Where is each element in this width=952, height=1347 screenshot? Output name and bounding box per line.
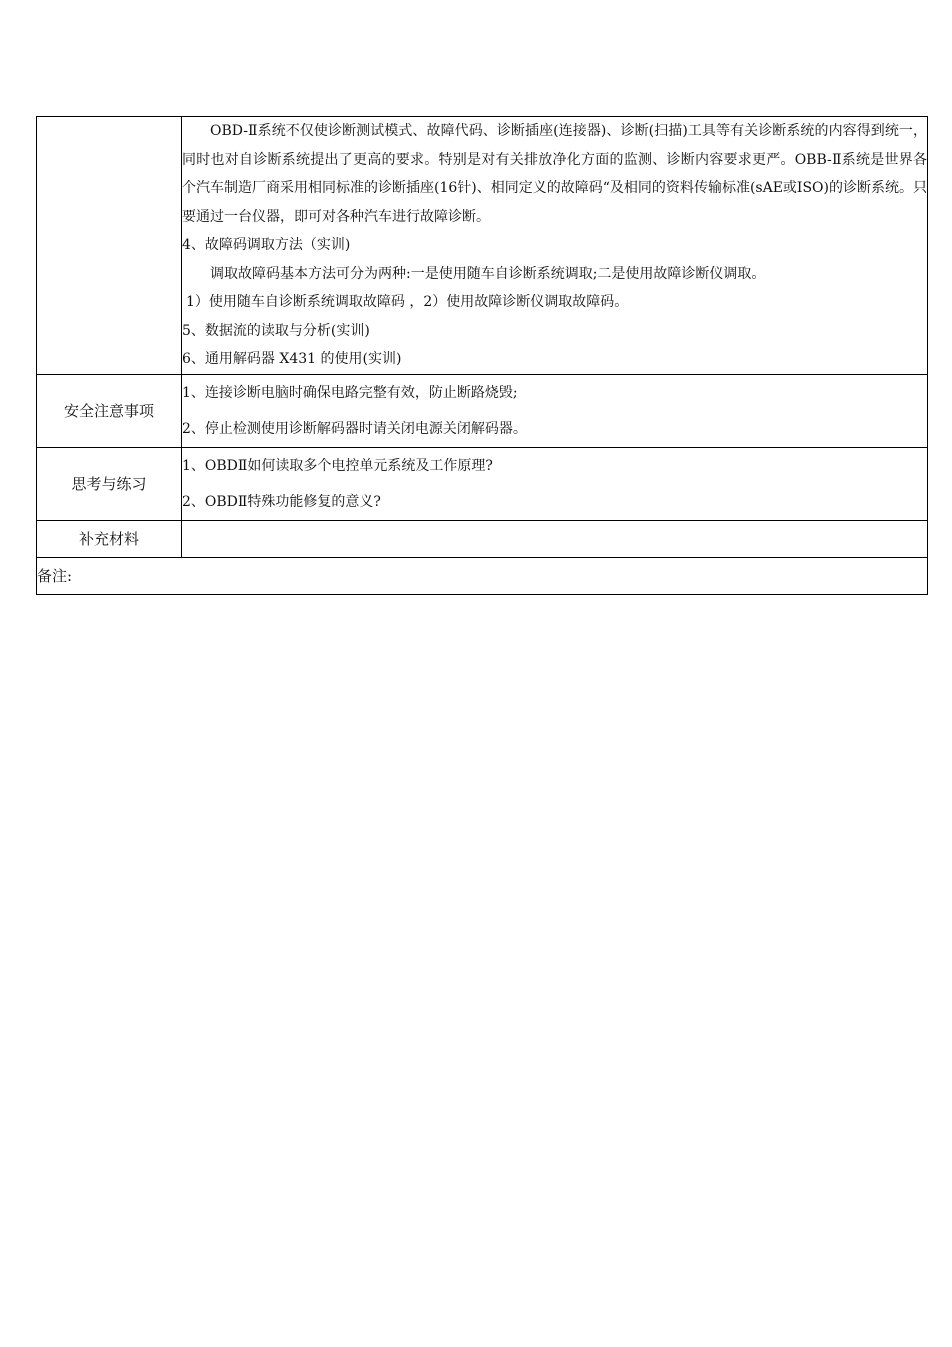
exercise-label: 思考与练习: [37, 447, 182, 520]
supplement-row: [37, 520, 928, 557]
lesson-table: [36, 116, 928, 595]
note-label: 备注:: [37, 557, 928, 594]
content-row-body: [182, 117, 928, 375]
safety-body: [182, 374, 928, 447]
exercise-body: [182, 447, 928, 520]
supplement-label: 补充材料: [37, 520, 182, 557]
note-row: [37, 557, 928, 594]
safety-label: 安全注意事项: [37, 374, 182, 447]
item-4-heading: 4、故障码调取方法（实训): [182, 237, 351, 253]
obd2-paragraph: OBD-Ⅱ系统不仅使诊断测试模式、故障代码、诊断插座(连接器)、诊断(扫描)工具等有关诊断系统的内容得到统一，同时也对自诊断系统提出了更高的要求。特别是对有关排放净化方面的监测、诊断内容要求更严。OBB-Ⅱ系统是世界各个汽车制造厂商采用相同标准的诊断插座(16针)、相同定义的故障码“及相同的资料传输标准(sAE或ISO)的诊断系统。只要通过一台仪器，即可对各种汽车进行故障诊断。: [182, 123, 927, 225]
item-4-description: 调取故障码基本方法可分为两种:一是使用随车自诊断系统调取;二是使用故障诊断仪调取。: [210, 265, 766, 282]
safety-item-2: 2、停止检测使用诊断解码器时请关闭电源关闭解码器。: [182, 420, 527, 437]
exercise-row: [37, 447, 928, 520]
content-row-label: [37, 117, 182, 375]
safety-row: [37, 374, 928, 447]
content-row: [37, 117, 928, 375]
safety-item-1: 1、连接诊断电脑时确保电路完整有效，防止断路烧毁;: [182, 384, 518, 401]
item-6-heading: 6、通用解码器 X431 的使用(实训): [182, 351, 402, 367]
item-4-subitems: 1）使用随车自诊断系统调取故障码 ，2）使用故障诊断仪调取故障码。: [186, 294, 629, 310]
supplement-value: [182, 520, 928, 557]
exercise-item-1: 1、OBDⅡ如何读取多个电控单元系统及工作原理?: [182, 457, 493, 474]
exercise-item-2: 2、OBDⅡ特殊功能修复的意义?: [182, 493, 381, 510]
item-5-heading: 5、数据流的读取与分析(实训): [182, 322, 370, 339]
